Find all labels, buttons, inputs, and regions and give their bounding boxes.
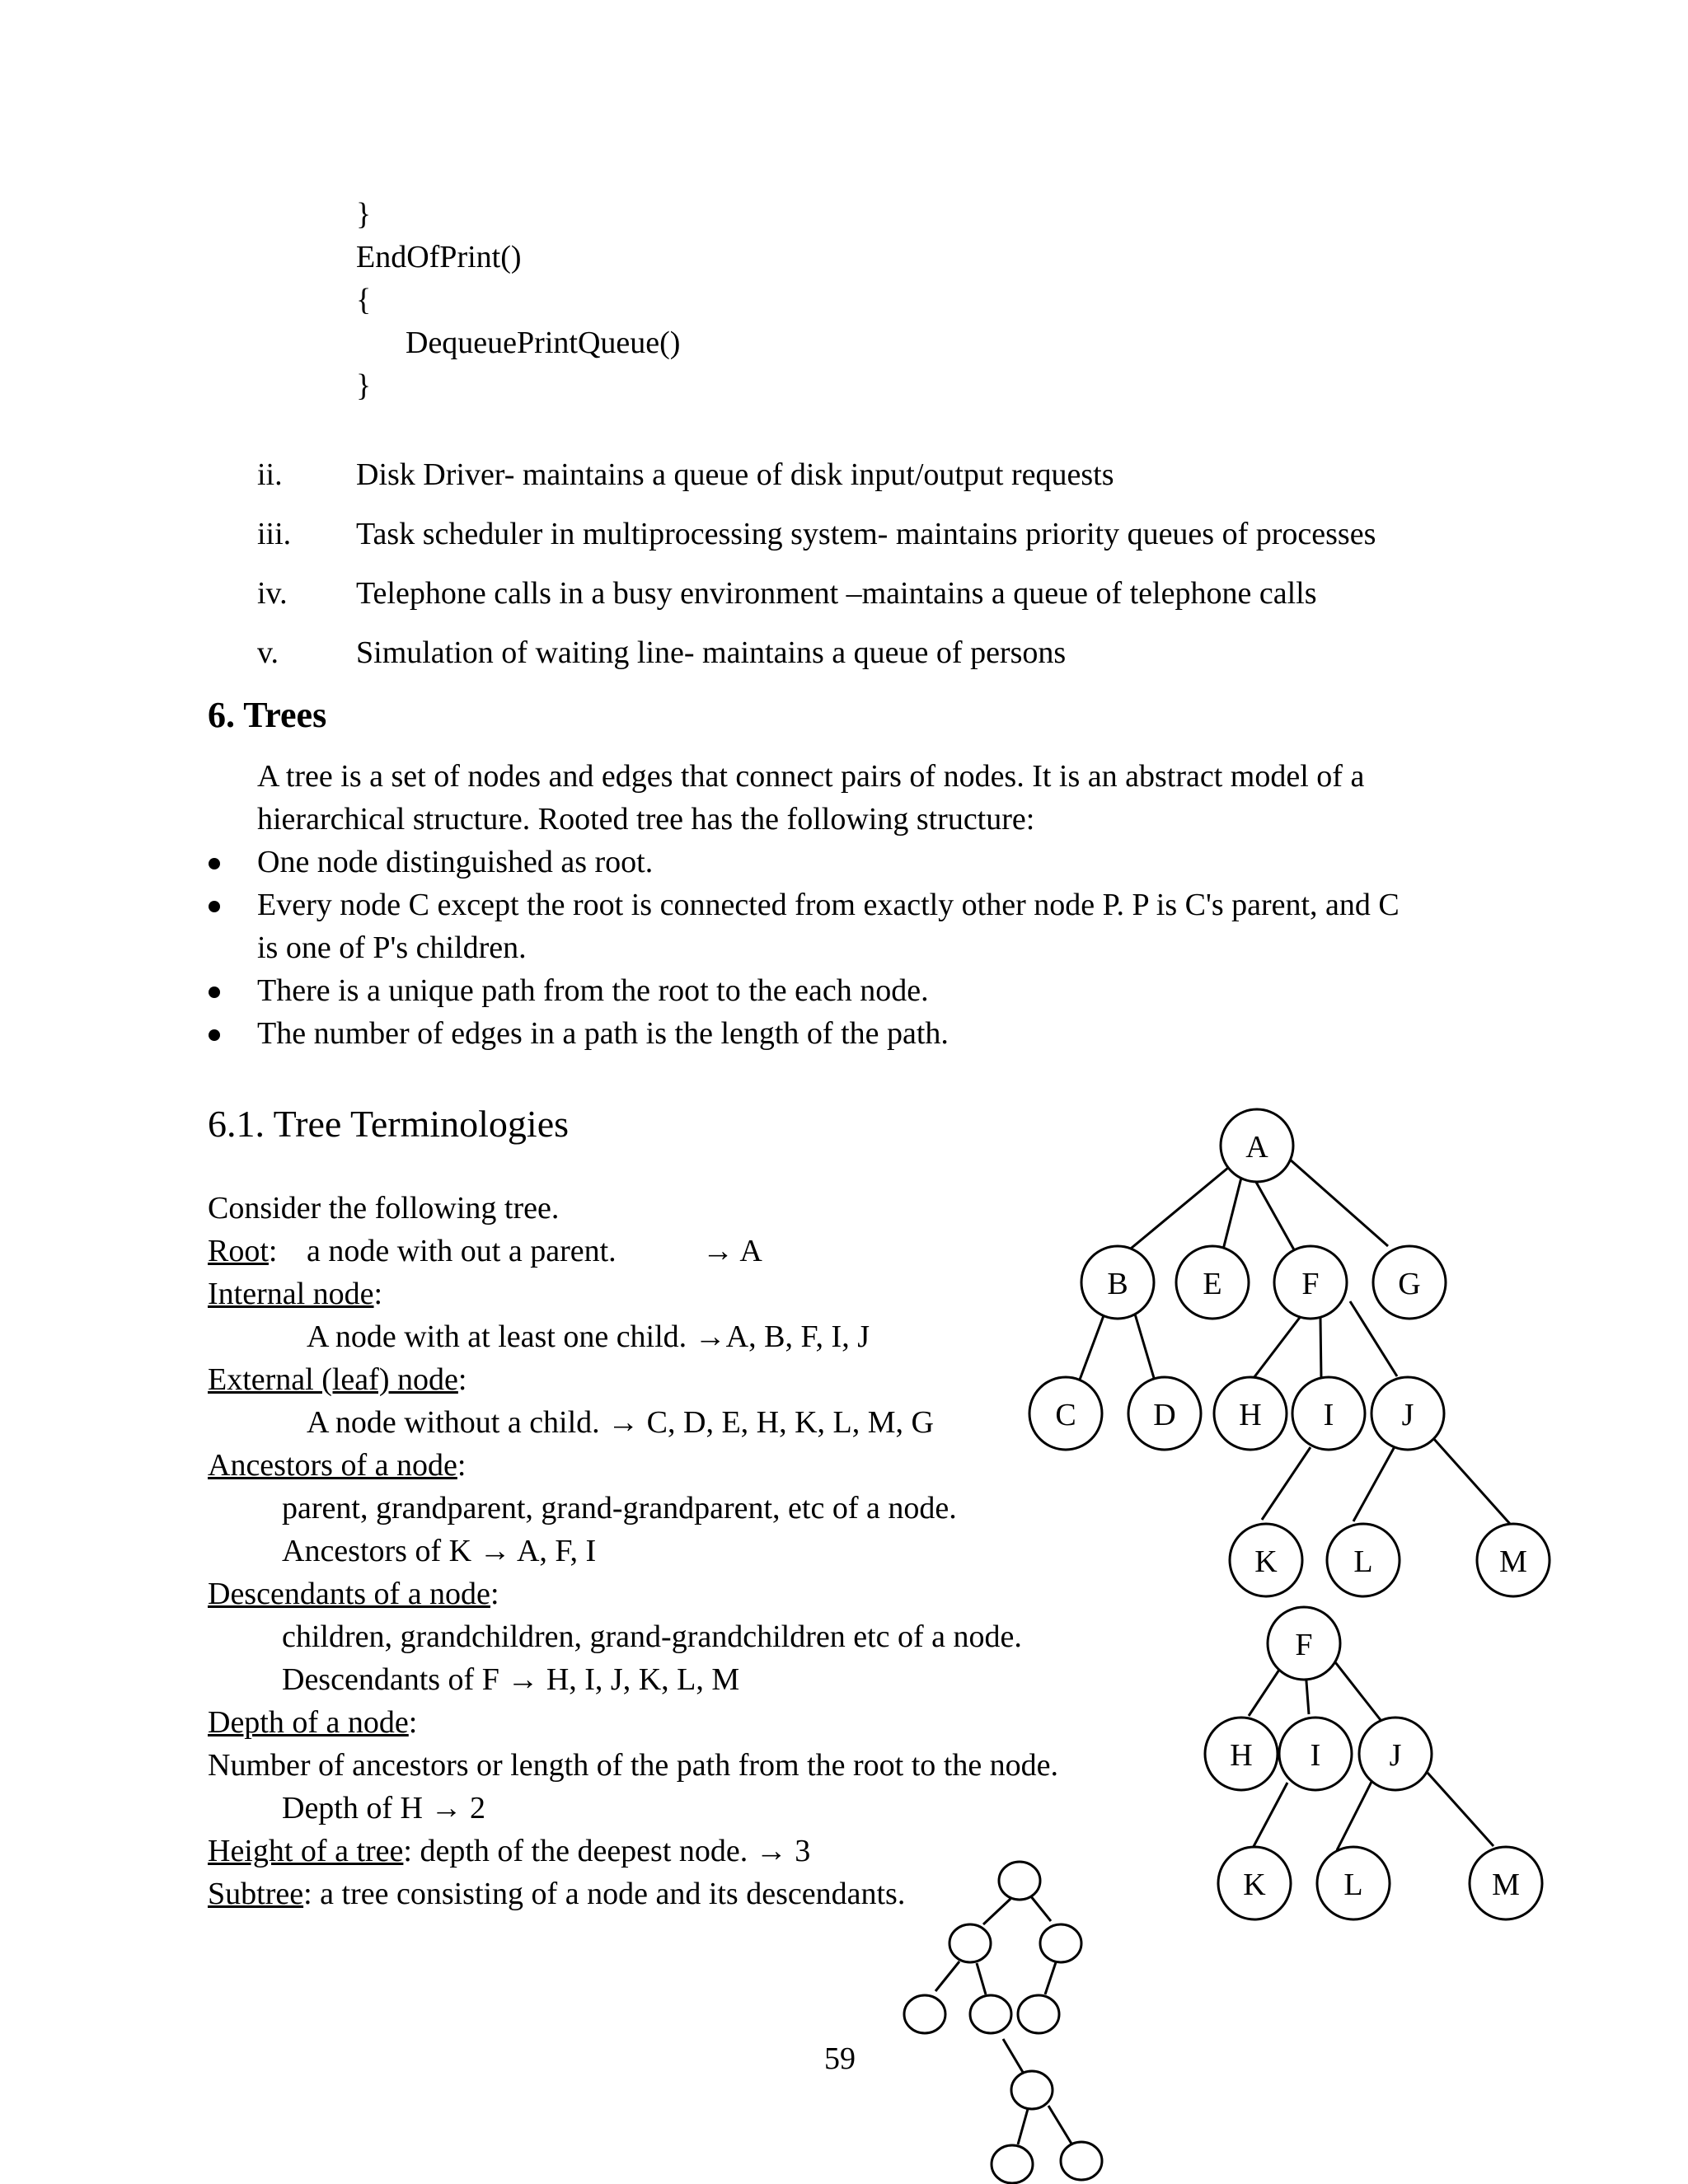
term-colon: : — [457, 1362, 467, 1397]
tree1-edge — [1254, 1178, 1296, 1253]
list-item-number: iii. — [257, 517, 292, 551]
tree2-nodes — [1205, 1607, 1542, 1919]
term-depth-desc: Number of ancestors or length of the path from the root to the node. — [208, 1748, 1059, 1783]
tree1-edge — [1222, 1178, 1241, 1253]
tree2-edge — [1337, 1780, 1372, 1850]
term-height-desc: : depth of the deepest node. → 3 — [403, 1834, 811, 1868]
list-item-number: iv. — [257, 576, 288, 611]
tree1-edge — [1134, 1311, 1154, 1378]
list-item-text: Telephone calls in a busy environment –maintains a queue of telephone calls — [356, 576, 1317, 611]
tree3-node — [1061, 2142, 1102, 2180]
tree1-label-g: G — [1398, 1267, 1421, 1301]
term-root-desc: a node with out a parent. — [307, 1234, 617, 1268]
term-descendants-example: Descendants of F → H, I, J, K, L, M — [282, 1662, 740, 1697]
tree1-edge — [1254, 1312, 1304, 1378]
tree3-node — [970, 1995, 1011, 2033]
section-heading-trees: 6. Trees — [208, 695, 327, 735]
tree1-label-i: I — [1323, 1398, 1334, 1432]
term-internal-label: Internal node — [208, 1277, 374, 1311]
term-colon: : — [457, 1448, 467, 1483]
list-item-number: v. — [257, 635, 279, 670]
tree1-label-a: A — [1245, 1130, 1268, 1165]
tree1-nodes — [1029, 1109, 1550, 1596]
tree3-edge — [1003, 2039, 1024, 2074]
bullet-unique-path: There is a unique path from the root to the each node. — [257, 973, 929, 1008]
tree1-edge — [1432, 1437, 1510, 1524]
tree2-label-m: M — [1492, 1868, 1520, 1902]
tree1-label-k: K — [1254, 1544, 1278, 1579]
tree1-label-f: F — [1301, 1267, 1320, 1301]
section-heading-terminologies: 6.1. Tree Terminologies — [208, 1103, 570, 1145]
tree1-label-m: M — [1499, 1544, 1527, 1579]
code-line-brace-open: { — [356, 283, 372, 317]
tree3-node — [1040, 1924, 1081, 1962]
tree1-label-e: E — [1203, 1267, 1222, 1301]
tree1-edge — [1353, 1442, 1397, 1521]
trees-intro-line-1: A tree is a set of nodes and edges that connect pairs of nodes. It is an abstract model of a — [257, 759, 1365, 794]
tree1-label-l: L — [1353, 1544, 1373, 1579]
tree2-label-i: I — [1310, 1738, 1321, 1773]
term-depth-label: Depth of a node — [208, 1705, 409, 1740]
tree1-edge — [1080, 1311, 1105, 1380]
term-colon: : — [490, 1577, 499, 1611]
term-colon: : — [408, 1705, 418, 1740]
tree1-label-d: D — [1153, 1398, 1176, 1432]
tree3-edge — [983, 1899, 1010, 1924]
tree2-edge — [1428, 1773, 1493, 1846]
code-line-dequeue: DequeuePrintQueue() — [406, 326, 681, 360]
tree1-edge — [1289, 1159, 1388, 1246]
tree3-edge — [1045, 1962, 1056, 1994]
term-root-label: Root — [208, 1234, 269, 1268]
term-colon: : — [268, 1234, 278, 1268]
tree2-edge — [1251, 1783, 1287, 1851]
tree2-label-f: F — [1295, 1628, 1313, 1662]
tree1-label-c: C — [1055, 1398, 1076, 1432]
term-ancestors-desc: parent, grandparent, grand-grandparent, etc of a node. — [282, 1491, 957, 1526]
tree3-nodes — [904, 1862, 1102, 2183]
tree1-label-j: J — [1401, 1398, 1414, 1432]
term-ancestors-example: Ancestors of K → A, F, I — [282, 1534, 597, 1568]
tree3-edge — [935, 1961, 959, 1991]
tree2-edge — [1333, 1659, 1381, 1720]
tree3-edge — [1018, 2109, 1028, 2144]
term-external-label: External (leaf) node — [208, 1362, 458, 1397]
tree1-label-h: H — [1239, 1398, 1262, 1432]
code-line-endofprint: EndOfPrint() — [356, 240, 522, 274]
tree2-label-k: K — [1243, 1868, 1266, 1902]
tree3-node — [999, 1862, 1040, 1900]
tree1-edge — [1320, 1318, 1321, 1379]
bullet-root: One node distinguished as root. — [257, 845, 654, 879]
tree3-node — [992, 2145, 1033, 2183]
tree3-node — [904, 1995, 945, 2033]
code-line-brace-close-2: } — [356, 368, 372, 403]
term-depth-example: Depth of H → 2 — [282, 1791, 485, 1825]
term-colon: : — [373, 1277, 383, 1311]
consider-text: Consider the following tree. — [208, 1191, 560, 1226]
tree3-node — [950, 1924, 991, 1962]
term-ancestors-label: Ancestors of a node — [208, 1448, 457, 1483]
term-descendants-label: Descendants of a node — [208, 1577, 490, 1611]
tree3-edge — [1048, 2106, 1071, 2144]
term-external-desc: A node without a child. → C, D, E, H, K, L, M, G — [307, 1405, 935, 1440]
tree2-label-h: H — [1230, 1738, 1253, 1773]
bullet-parent: Every node C except the root is connected from exactly other node P. P is C's parent, and C — [257, 888, 1400, 922]
list-item-number: ii. — [257, 457, 283, 492]
list-item-text: Simulation of waiting line- maintains a queue of persons — [356, 635, 1067, 670]
term-subtree-desc: : a tree consisting of a node and its descendants. — [303, 1877, 906, 1911]
term-height-label: Height of a tree — [208, 1834, 404, 1868]
tree3-node — [1011, 2071, 1053, 2109]
tree3-edge — [977, 1963, 986, 1994]
bullet-path-length: The number of edges in a path is the length of the path. — [257, 1016, 949, 1051]
tree2-label-j: J — [1389, 1738, 1402, 1773]
term-subtree-label: Subtree — [208, 1877, 304, 1911]
tree3-edge — [1030, 1896, 1051, 1921]
page-number: 59 — [824, 2041, 856, 2076]
tree1-edge — [1262, 1447, 1311, 1520]
list-item-text: Disk Driver- maintains a queue of disk input/output requests — [356, 457, 1114, 492]
term-root-answer: → A — [702, 1234, 762, 1268]
term-descendants-desc: children, grandchildren, grand-grandchildren etc of a node. — [282, 1619, 1022, 1654]
tree1-edges — [1080, 1159, 1510, 1524]
bullet-parent-cont: is one of P's children. — [257, 930, 527, 965]
code-line-brace-close: } — [356, 197, 372, 232]
tree3-node — [1018, 1995, 1059, 2033]
list-item-text: Task scheduler in multiprocessing system- maintains priority queues of processes — [356, 517, 1376, 551]
tree2-label-l: L — [1343, 1868, 1363, 1902]
term-internal-desc: A node with at least one child. →A, B, F, I, J — [307, 1319, 870, 1354]
tree1-label-b: B — [1107, 1267, 1128, 1301]
trees-intro-line-2: hierarchical structure. Rooted tree has the following structure: — [257, 802, 1035, 837]
tree1-edge — [1122, 1164, 1233, 1256]
